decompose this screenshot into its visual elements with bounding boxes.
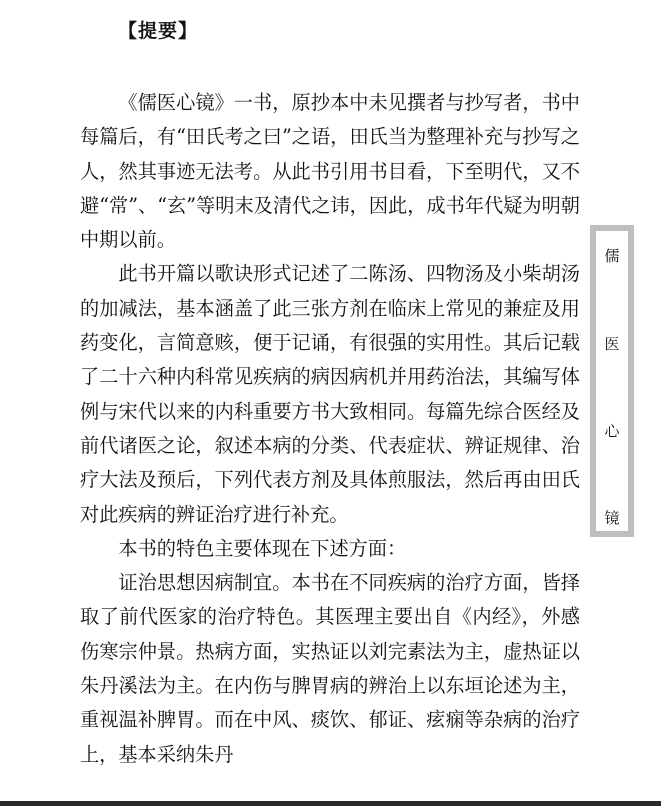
paragraph: 证治思想因病制宜。本书在不同疾病的治疗方面，皆择取了前代医家的治疗特色。其医理主要出自《内经》，外感伤寒宗仲景。热病方面，实热证以刘完素法为主，虚热证以朱丹溪法为主。在内伤与脾胃病的辨治上以东垣论述为主，重视温补脾胃。而在中风、痰饮、郁证、痃痫等杂病的治疗上，基本采纳朱丹 <box>80 571 580 766</box>
bottom-edge-bar <box>0 801 661 806</box>
book-title-side-tab <box>590 225 634 537</box>
paragraph: 此书开篇以歌诀形式记述了二陈汤、四物汤及小柴胡汤的加减法，基本涵盖了此三张方剂在临床上常见的兼症及用药变化，言简意赅，便于记诵，有很强的实用性。其后记载了二十六种内科常见疾病的病因病机并用药治法，其编写体例与宋代以来的内科重要方书大致相同。每篇先综合医经及前代诸医之论，叙述本病的分类、代表症状、辨证规律、治疗大法及预后，下列代表方剂及具体煎服法，然后再由田氏对此疾病的辨证治疗进行补充。 <box>80 262 580 526</box>
body-text <box>80 86 580 772</box>
side-tab-char: 儒 <box>604 247 620 265</box>
paragraph: 本书的特色主要体现在下述方面： <box>118 536 407 560</box>
paragraph: 《儒医心镜》一书，原抄本中未见撰者与抄写者，书中每篇后，有“田氏考之曰”之语，田氏当为整理补充与抄写之人，然其事迹无法考。从此书引用书目看，下至明代，又不避“常”、“玄”等明末及清代之讳，因此，成书年代疑为明朝中期以前。 <box>80 91 580 252</box>
side-tab-char: 镜 <box>604 509 620 527</box>
side-tab-char: 医 <box>604 335 620 353</box>
side-tab-char: 心 <box>604 422 620 440</box>
section-heading: 【提要】 <box>118 20 199 42</box>
